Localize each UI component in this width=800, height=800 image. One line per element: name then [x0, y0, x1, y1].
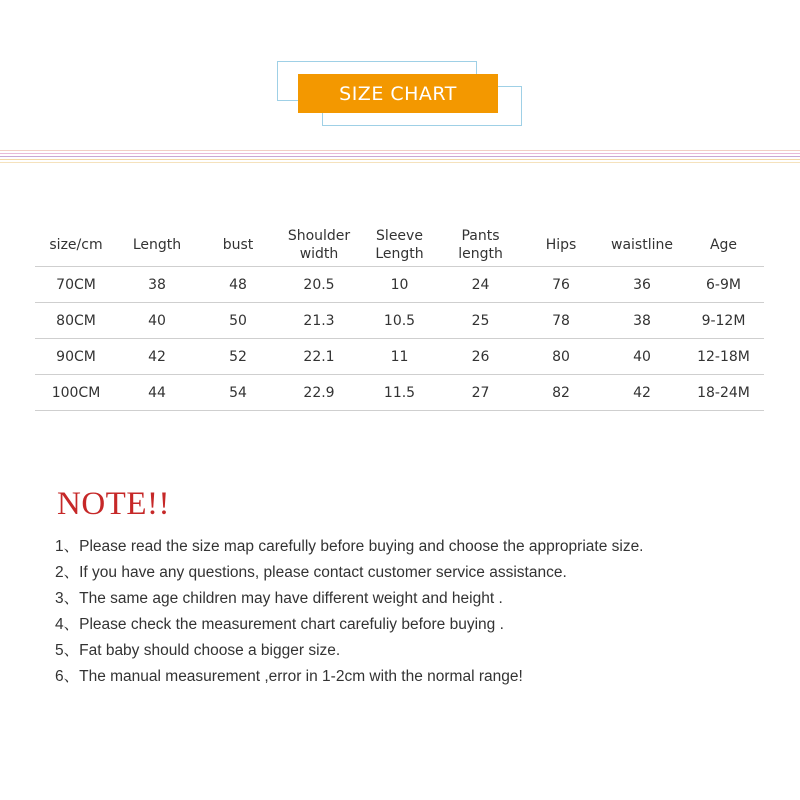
cell-pants: 24 — [440, 267, 521, 303]
cell-hips: 78 — [521, 303, 601, 339]
cell-shoulder: 21.3 — [279, 303, 359, 339]
cell-bust: 50 — [197, 303, 279, 339]
cell-waistline: 42 — [601, 375, 683, 411]
header-bust: bust — [222, 237, 254, 253]
cell-age: 9-12M — [683, 303, 764, 339]
cell-age: 12-18M — [683, 339, 764, 375]
header-waistline: waistline — [611, 237, 673, 253]
decorative-stripes — [0, 150, 800, 164]
cell-pants: 27 — [440, 375, 521, 411]
cell-waistline: 36 — [601, 267, 683, 303]
size-chart-title: SIZE CHART — [298, 74, 498, 113]
cell-sleeve: 11 — [359, 339, 440, 375]
cell-hips: 82 — [521, 375, 601, 411]
table-row — [35, 267, 764, 303]
header-length: Length — [132, 237, 182, 253]
cell-sleeve: 10.5 — [359, 303, 440, 339]
header-size: size/cm — [49, 237, 103, 253]
header-shoulder-width: Shoulder width — [287, 228, 351, 262]
note-item: 5、Fat baby should choose a bigger size. — [55, 642, 341, 659]
cell-shoulder: 22.1 — [279, 339, 359, 375]
cell-pants: 26 — [440, 339, 521, 375]
note-item: 3、The same age children may have different weight and height . — [55, 590, 503, 607]
note-item: 2、If you have any questions, please contact customer service assistance. — [55, 564, 567, 581]
table-row — [35, 375, 764, 411]
header-sleeve-length: Sleeve Length — [375, 228, 424, 262]
cell-bust: 52 — [197, 339, 279, 375]
cell-sleeve: 10 — [359, 267, 440, 303]
note-item: 4、Please check the measurement chart carefuliy before buying . — [55, 616, 504, 633]
cell-hips: 80 — [521, 339, 601, 375]
table-header-row — [35, 224, 764, 267]
cell-length: 38 — [117, 267, 197, 303]
cell-bust: 48 — [197, 267, 279, 303]
cell-shoulder: 20.5 — [279, 267, 359, 303]
cell-length: 40 — [117, 303, 197, 339]
cell-age: 6-9M — [683, 267, 764, 303]
size-table — [35, 224, 764, 411]
cell-age: 18-24M — [683, 375, 764, 411]
note-title: NOTE!! — [57, 486, 170, 522]
cell-size: 80CM — [35, 303, 117, 339]
cell-size: 70CM — [35, 267, 117, 303]
cell-size: 90CM — [35, 339, 117, 375]
table-row — [35, 303, 764, 339]
cell-waistline: 38 — [601, 303, 683, 339]
cell-length: 42 — [117, 339, 197, 375]
cell-pants: 25 — [440, 303, 521, 339]
table-row — [35, 339, 764, 375]
cell-waistline: 40 — [601, 339, 683, 375]
note-item: 6、The manual measurement ,error in 1-2cm with the normal range! — [55, 668, 523, 685]
header-age: Age — [709, 237, 738, 253]
cell-shoulder: 22.9 — [279, 375, 359, 411]
note-list — [55, 537, 644, 693]
cell-size: 100CM — [35, 375, 117, 411]
header-pants-length: Pants length — [458, 228, 503, 262]
cell-hips: 76 — [521, 267, 601, 303]
cell-length: 44 — [117, 375, 197, 411]
cell-bust: 54 — [197, 375, 279, 411]
header-hips: Hips — [545, 237, 577, 253]
note-item: 1、Please read the size map carefully before buying and choose the appropriate size. — [55, 538, 644, 555]
cell-sleeve: 11.5 — [359, 375, 440, 411]
